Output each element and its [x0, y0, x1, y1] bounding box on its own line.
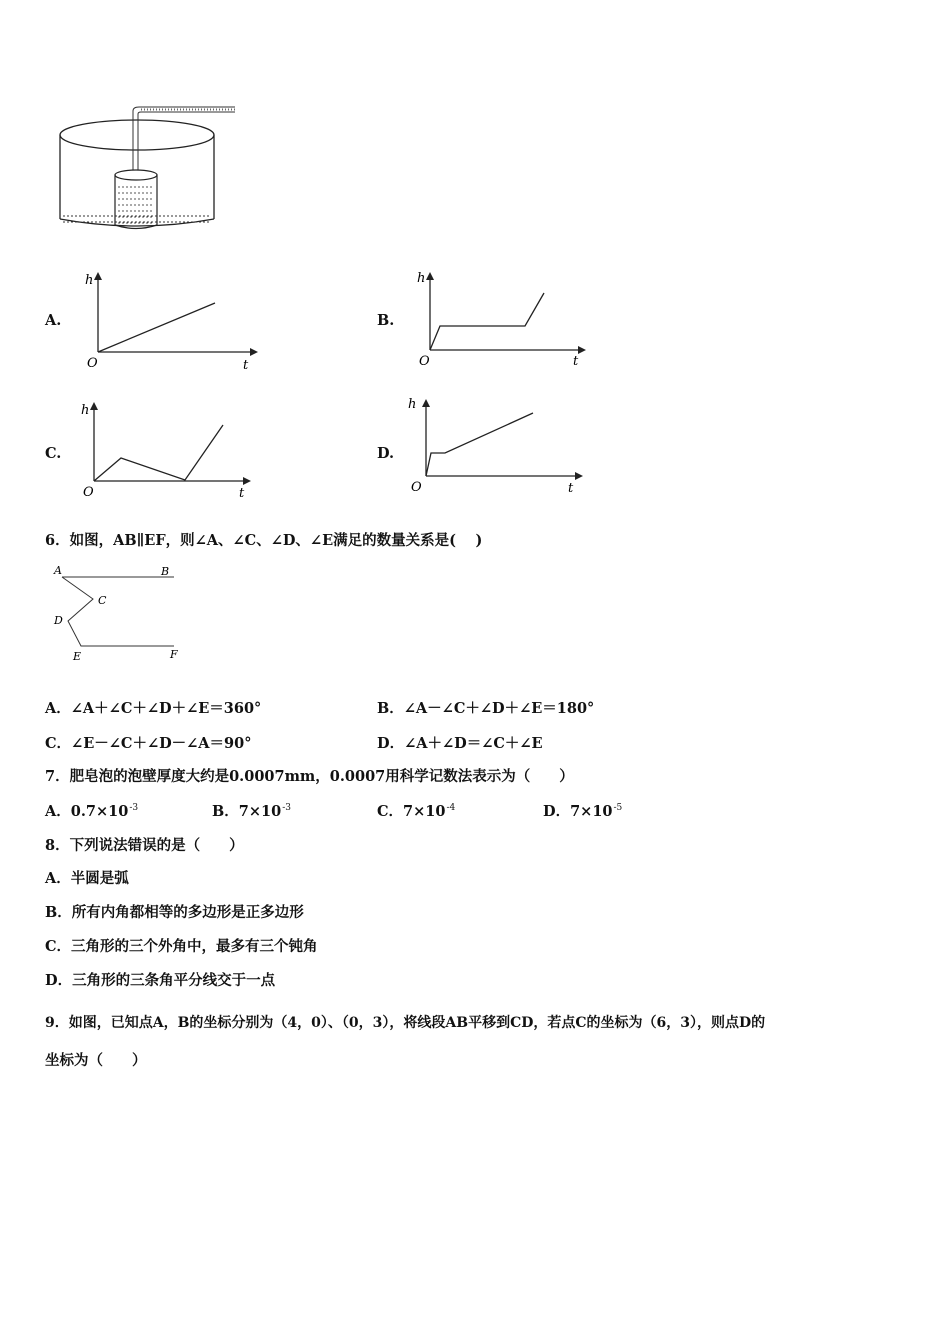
q7-option-a-exp: -3	[129, 803, 139, 813]
q5-option-c-label[interactable]: C.	[45, 445, 62, 462]
graph-c-t-label: t	[239, 486, 245, 501]
q9-question-line2: 坐标为（ ）	[45, 1052, 147, 1069]
tank-figure	[55, 105, 245, 235]
q6-option-b-label: B．	[377, 700, 404, 717]
q7-option-d[interactable]	[543, 800, 622, 821]
q6-label-c: C	[98, 594, 107, 607]
q8-option-a[interactable]	[45, 867, 129, 888]
q6-label-e: E	[73, 650, 82, 663]
q7-option-c-base: 7×10	[403, 803, 446, 820]
q8-option-d-text: 三角形的三条角平分线交于一点	[72, 972, 276, 989]
q6-question: 6．如图，AB∥EF，则∠A、∠C、∠D、∠E满足的数量关系是( )	[45, 532, 483, 549]
graph-a-t-label: t	[243, 358, 249, 373]
q5-option-d-label[interactable]: D.	[377, 445, 395, 462]
q7-option-a[interactable]	[45, 800, 138, 821]
q7-option-b[interactable]	[212, 800, 291, 821]
graph-c-h-label: h	[81, 403, 90, 418]
q6-figure	[48, 560, 188, 665]
graph-d-o-label: O	[411, 480, 422, 495]
q7-option-a-base: 0.7×10	[70, 803, 129, 820]
q8-option-d-label: D．	[45, 972, 73, 989]
q6-option-a-label: A．	[45, 700, 71, 717]
q8-option-a-text: 半圆是弧	[70, 870, 129, 887]
graph-d-t-label: t	[568, 481, 574, 496]
q7-option-d-exp: -5	[613, 803, 623, 813]
q8-option-b-label: B．	[45, 904, 72, 921]
graph-b-t-label: t	[573, 354, 579, 369]
q6-option-a[interactable]	[45, 697, 261, 718]
q7-question: 7．肥皂泡的泡壁厚度大约是0.0007mm，0.0007用科学记数法表示为（ ）	[45, 768, 574, 785]
q8-option-a-label: A．	[45, 870, 71, 887]
q6-option-d-label: D．	[377, 735, 405, 752]
q7-option-d-label: D．	[543, 803, 571, 820]
q8-option-b-text: 所有内角都相等的多边形是正多边形	[71, 904, 304, 921]
q8-option-c[interactable]	[45, 935, 318, 956]
q8-option-c-text: 三角形的三个外角中，最多有三个钝角	[71, 938, 318, 955]
graph-a-o-label: O	[87, 356, 98, 371]
q7-option-d-base: 7×10	[570, 803, 613, 820]
q9-question-line1: 9．如图，已知点A，B的坐标分别为（4，0）、（0，3），将线段AB平移到CD，若点C的坐标为（6，3），则点D的	[45, 1015, 766, 1031]
q8-question: 8．下列说法错误的是（ ）	[45, 837, 244, 854]
q5-option-a-label[interactable]: A.	[45, 312, 62, 329]
graph-a-h-label: h	[85, 273, 94, 288]
q6-option-b-text: ∠A－∠C＋∠D＋∠E＝180°	[403, 700, 595, 717]
q5-option-b-label[interactable]: B.	[377, 312, 395, 329]
graph-d-h-label: h	[408, 397, 417, 412]
graph-c-o-label: O	[83, 485, 94, 500]
q7-option-b-exp: -3	[282, 803, 291, 813]
q7-option-a-label: A．	[45, 803, 71, 820]
graph-c	[78, 398, 258, 503]
q7-option-c-exp: -4	[446, 803, 456, 813]
q6-option-d-text: ∠A＋∠D＝∠C＋∠E	[404, 735, 543, 752]
q7-option-c-label: C．	[377, 803, 404, 820]
q6-option-c-text: ∠E－∠C＋∠D－∠A＝90°	[71, 735, 252, 752]
graph-b-h-label: h	[417, 271, 426, 286]
graph-a	[80, 268, 260, 373]
graph-b	[412, 266, 592, 371]
q7-option-c[interactable]	[377, 800, 455, 821]
q6-label-b: B	[161, 565, 170, 578]
q6-option-c[interactable]	[45, 732, 252, 753]
q7-option-b-base: 7×10	[238, 803, 282, 820]
q6-option-b[interactable]	[377, 697, 594, 718]
q6-label-a: A	[54, 564, 62, 577]
q6-option-c-label: C．	[45, 735, 72, 752]
q6-option-d[interactable]	[377, 732, 543, 753]
q6-option-a-text: ∠A＋∠C＋∠D＋∠E＝360°	[70, 700, 262, 717]
q6-label-d: D	[54, 614, 63, 627]
q7-option-b-label: B．	[212, 803, 239, 820]
q8-option-c-label: C．	[45, 938, 72, 955]
graph-d	[405, 393, 585, 498]
q6-label-f: F	[170, 648, 178, 661]
graph-b-o-label: O	[419, 354, 430, 369]
q8-option-b[interactable]	[45, 901, 304, 922]
q8-option-d[interactable]	[45, 969, 275, 990]
